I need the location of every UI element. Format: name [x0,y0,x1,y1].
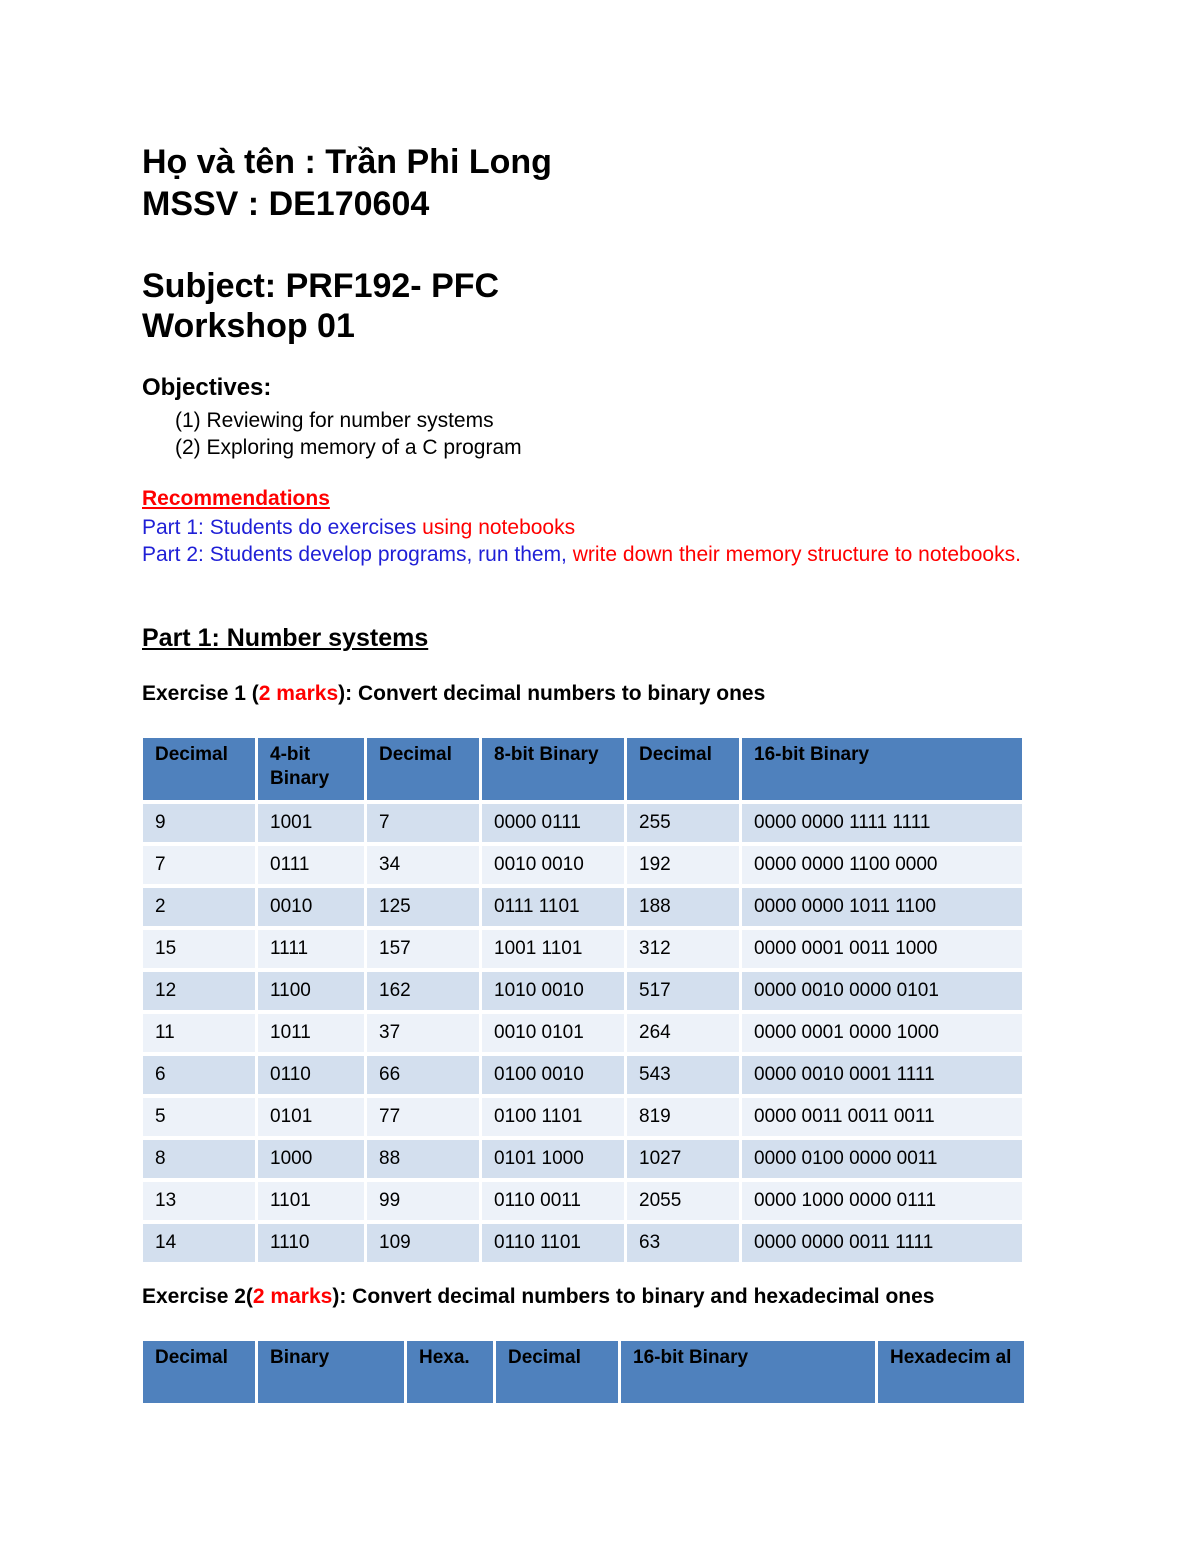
table-cell: 0000 1000 0000 0111 [742,1181,1022,1220]
exercise1-prefix: Exercise 1 ( [142,682,259,705]
objectives-list [175,407,522,461]
table-cell: 7 [367,803,479,842]
table-cell: 0111 [258,845,364,884]
column-header: 16-bit Binary [742,738,1022,800]
exercise2-heading [142,1285,935,1309]
table-cell: 6 [143,1055,255,1094]
column-header: Hexa. [407,1341,493,1403]
table-cell: 0010 [258,887,364,926]
table-cell: 88 [367,1139,479,1178]
table-cell: 0000 0000 1011 1100 [742,887,1022,926]
exercise1-marks: 2 marks [258,682,339,705]
table-cell: 12 [143,971,255,1010]
column-header: Binary [258,1341,404,1403]
table-cell: 0000 0111 [482,803,624,842]
table-cell: 5 [143,1097,255,1136]
table-row [143,1139,1022,1178]
column-header: Decimal [627,738,739,800]
column-header: Decimal [367,738,479,800]
table-row [143,887,1022,926]
table-row [143,1223,1022,1262]
table-cell: 1101 [258,1181,364,1220]
table-cell: 0010 0010 [482,845,624,884]
table-cell: 0000 0001 0000 1000 [742,1013,1022,1052]
table-cell: 37 [367,1013,479,1052]
table-cell: 0100 0010 [482,1055,624,1094]
table-cell: 99 [367,1181,479,1220]
exercise1-table-body [143,803,1022,1262]
table-row [143,1181,1022,1220]
table-cell: 157 [367,929,479,968]
table-cell: 188 [627,887,739,926]
subject-title: Subject: PRF192- PFC [142,267,500,305]
exercise1-suffix: ): Convert decimal numbers to binary ones [338,682,766,705]
table-cell: 63 [627,1223,739,1262]
recommendation-part2-text: Part 2: Students develop programs, run them, [142,543,573,566]
objective-item: (2) Exploring memory of a C program [175,436,522,459]
table-cell: 1111 [258,929,364,968]
table-cell: 517 [627,971,739,1010]
table-cell: 0000 0001 0011 1000 [742,929,1022,968]
recommendation-part2-emphasis: write down their memory structure to notebooks. [572,543,1021,566]
table-cell: 0100 1101 [482,1097,624,1136]
table-cell: 9 [143,803,255,842]
table-row [143,929,1022,968]
exercise1-heading [142,682,765,706]
table-row [143,845,1022,884]
table-cell: 2055 [627,1181,739,1220]
table-cell: 1010 0010 [482,971,624,1010]
table-cell: 15 [143,929,255,968]
table-cell: 543 [627,1055,739,1094]
table-cell: 0000 0000 0011 1111 [742,1223,1022,1262]
table-row [143,1055,1022,1094]
table-cell: 0000 0010 0001 1111 [742,1055,1022,1094]
objectives-heading: Objectives: [142,374,272,401]
table-cell: 0000 0011 0011 0011 [742,1097,1022,1136]
exercise2-marks: 2 marks [252,1285,333,1308]
exercise2-table [140,1338,1027,1406]
table-cell: 109 [367,1223,479,1262]
table-cell: 1000 [258,1139,364,1178]
table-cell: 125 [367,887,479,926]
table-cell: 34 [367,845,479,884]
workshop-title: Workshop 01 [142,307,355,345]
table-cell: 1027 [627,1139,739,1178]
table-cell: 819 [627,1097,739,1136]
table-cell: 14 [143,1223,255,1262]
table-cell: 0111 1101 [482,887,624,926]
table-cell: 1100 [258,971,364,1010]
table-cell: 1110 [258,1223,364,1262]
recommendation-part2 [142,541,1022,569]
exercise2-suffix: ): Convert decimal numbers to binary and hexadecimal ones [332,1285,935,1308]
column-header: Decimal [143,1341,255,1403]
table-cell: 0101 1000 [482,1139,624,1178]
table-cell: 264 [627,1013,739,1052]
table-cell: 192 [627,845,739,884]
table-row [143,803,1022,842]
column-header: Hexadecim al [878,1341,1024,1403]
table-cell: 0010 0101 [482,1013,624,1052]
column-header: Decimal [143,738,255,800]
table-cell: 0000 0000 1111 1111 [742,803,1022,842]
table-cell: 1001 [258,803,364,842]
recommendation-part1 [142,514,1022,542]
table-cell: 0110 [258,1055,364,1094]
recommendation-part1-emphasis: using notebooks [422,516,576,539]
exercise1-table [140,735,1025,1265]
table-row [143,1097,1022,1136]
table-row [143,971,1022,1010]
column-header: Decimal [496,1341,618,1403]
table-cell: 77 [367,1097,479,1136]
column-header: 4-bit Binary [258,738,364,800]
table-cell: 0000 0100 0000 0011 [742,1139,1022,1178]
table-cell: 0101 [258,1097,364,1136]
table-cell: 0000 0000 1100 0000 [742,845,1022,884]
student-name: Họ và tên : Trần Phi Long [142,143,552,181]
table-row [143,1013,1022,1052]
recommendation-part1-text: Part 1: Students do exercises [142,516,423,539]
recommendations-heading: Recommendations [142,487,330,510]
column-header: 16-bit Binary [621,1341,875,1403]
table-cell: 0110 1101 [482,1223,624,1262]
part1-heading: Part 1: Number systems [142,624,429,652]
table-cell: 0110 0011 [482,1181,624,1220]
table-cell: 13 [143,1181,255,1220]
table-cell: 2 [143,887,255,926]
table-cell: 1001 1101 [482,929,624,968]
table-cell: 255 [627,803,739,842]
table-cell: 11 [143,1013,255,1052]
table-cell: 66 [367,1055,479,1094]
student-id: MSSV : DE170604 [142,185,430,223]
exercise2-prefix: Exercise 2( [142,1285,253,1308]
table-cell: 7 [143,845,255,884]
table-cell: 312 [627,929,739,968]
exercise2-header-row [143,1341,1024,1403]
objective-item: (1) Reviewing for number systems [175,409,494,432]
table-cell: 0000 0010 0000 0101 [742,971,1022,1010]
table-cell: 8 [143,1139,255,1178]
exercise1-header-row [143,738,1022,800]
table-cell: 162 [367,971,479,1010]
column-header: 8-bit Binary [482,738,624,800]
table-cell: 1011 [258,1013,364,1052]
